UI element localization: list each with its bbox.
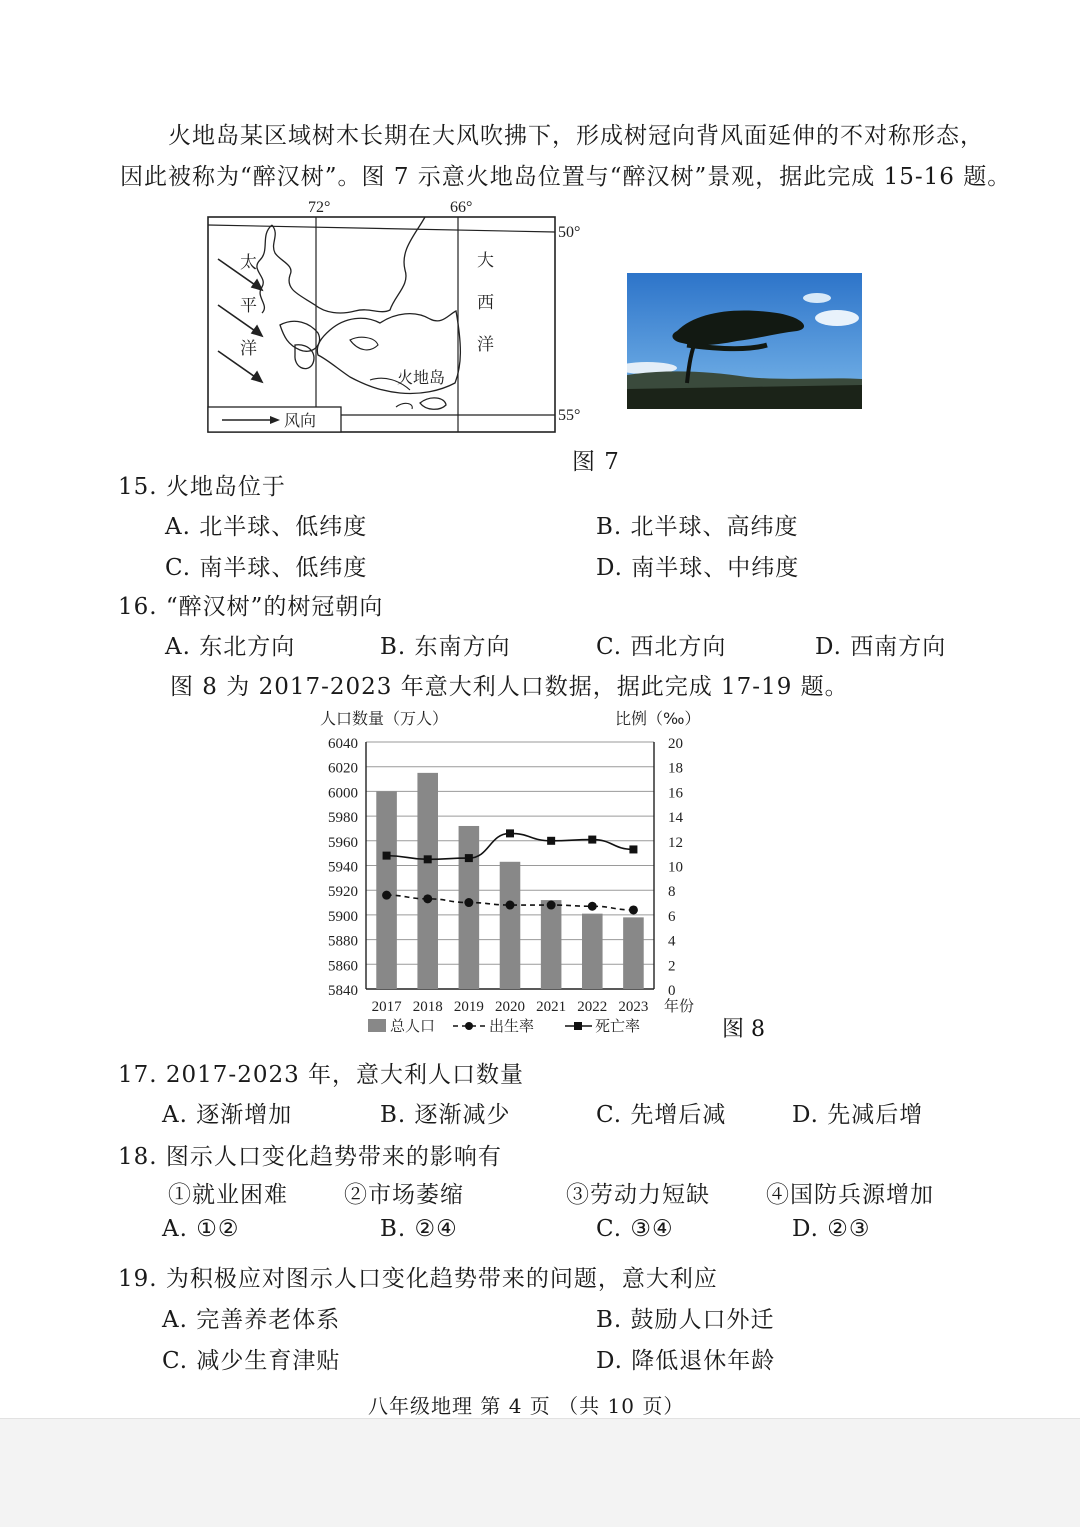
marker-series-birth-rate-2017 (382, 891, 391, 900)
x-tick-label-2018: 2018 (412, 999, 443, 1015)
figure-8-chart (310, 702, 790, 1047)
q18-item-1: ①就业困难 (168, 1182, 288, 1208)
page-footer: 八年级地理 第 4 页 （共 10 页） (368, 1394, 685, 1418)
q15-stem: 15. 火地岛位于 (118, 474, 286, 500)
q16-option-d: D. 西南方向 (815, 634, 947, 660)
y-left-tick-label: 5880 (328, 933, 358, 950)
bar-total-population-2019 (459, 826, 480, 989)
bar-total-population-2021 (541, 900, 562, 989)
y-left-tick-label: 6000 (328, 785, 358, 802)
figure-7-map (200, 195, 600, 440)
y-left-tick-label: 6020 (328, 760, 358, 777)
q18-stem: 18. 图示人口变化趋势带来的影响有 (118, 1144, 502, 1170)
legend-swatch-death-marker (574, 1022, 582, 1030)
x-tick-label-2021: 2021 (536, 999, 567, 1015)
q15-option-a: A. 北半球、低纬度 (165, 514, 368, 540)
q18-option-b: B. ②④ (380, 1216, 458, 1242)
x-axis-suffix: 年份 (664, 997, 695, 1015)
y-left-tick-label: 5900 (328, 908, 358, 925)
marker-series-birth-rate-2019 (464, 898, 473, 907)
figure-7-caption: 图 7 (572, 449, 620, 475)
q18-item-3: ③劳动力短缺 (566, 1182, 710, 1208)
legend-label-total: 总人口 (390, 1017, 436, 1035)
x-tick-label-2019: 2019 (453, 999, 484, 1015)
intro-line-2: 因此被称为“醉汉树”。图 7 示意火地岛位置与“醉汉树”景观，据此完成 15-16 题。 (120, 164, 1012, 190)
bar-total-population-2022 (582, 914, 603, 989)
bar-total-population-2023 (623, 917, 644, 989)
y-right-tick-label: 10 (668, 859, 683, 876)
y-left-tick-label: 5980 (328, 810, 358, 827)
q19-option-a: A. 完善养老体系 (162, 1307, 341, 1333)
pacific-label-3: 洋 (240, 339, 257, 359)
atlantic-label-2: 西 (477, 293, 494, 313)
q16-option-b: B. 东南方向 (380, 634, 511, 660)
marker-series-death-rate-2021 (547, 837, 555, 845)
y-right-tick-label: 8 (668, 884, 676, 901)
q17-option-a: A. 逐渐增加 (162, 1102, 293, 1128)
y-right-tick-label: 2 (668, 958, 676, 975)
q18-option-a: A. ①② (162, 1216, 240, 1242)
marker-series-death-rate-2017 (383, 852, 391, 860)
legend-swatch-total (368, 1019, 386, 1032)
q15-option-c: C. 南半球、低纬度 (165, 555, 368, 581)
q17-option-d: D. 先减后增 (792, 1102, 924, 1128)
q19-stem: 19. 为积极应对图示人口变化趋势带来的问题，意大利应 (118, 1266, 718, 1292)
intro-2: 图 8 为 2017-2023 年意大利人口数据，据此完成 17-19 题。 (170, 674, 849, 700)
y-right-tick-label: 16 (668, 785, 683, 802)
y-left-tick-label: 6040 (328, 736, 358, 752)
marker-series-death-rate-2023 (629, 845, 637, 853)
q17-option-b: B. 逐渐减少 (380, 1102, 511, 1128)
y-right-axis-title: 比例（‰） (615, 709, 701, 728)
pacific-label-2: 平 (240, 296, 257, 316)
atlantic-label-1: 大 (477, 251, 494, 271)
q15-option-b: B. 北半球、高纬度 (596, 514, 799, 540)
x-tick-label-2023: 2023 (618, 999, 649, 1015)
marker-series-birth-rate-2021 (547, 901, 556, 910)
y-left-tick-label: 5840 (328, 983, 358, 999)
lat-50-label: 50° (558, 224, 581, 241)
y-right-tick-label: 14 (668, 810, 683, 827)
q17-option-c: C. 先增后减 (596, 1102, 727, 1128)
q18-option-c: C. ③④ (596, 1216, 674, 1242)
q18-item-4: ④国防兵源增加 (766, 1182, 934, 1208)
q16-option-a: A. 东北方向 (165, 634, 296, 660)
island-label: 火地岛 (397, 368, 446, 387)
lon-72-label: 72° (308, 199, 331, 216)
q19-option-b: B. 鼓励人口外迁 (596, 1307, 775, 1333)
legend-label-birth: 出生率 (489, 1017, 535, 1035)
y-left-tick-label: 5920 (328, 884, 358, 901)
y-right-tick-label: 0 (668, 983, 676, 999)
q19-option-c: C. 减少生育津贴 (162, 1348, 341, 1374)
q18-option-d: D. ②③ (792, 1216, 871, 1242)
pacific-label-1: 太 (240, 253, 257, 273)
marker-series-death-rate-2019 (465, 854, 473, 862)
lat-55-label: 55° (558, 407, 581, 424)
marker-series-birth-rate-2022 (588, 902, 597, 911)
x-tick-label-2017: 2017 (371, 999, 402, 1015)
y-left-tick-label: 5940 (328, 859, 358, 876)
marker-series-birth-rate-2023 (629, 905, 638, 914)
y-left-tick-label: 5960 (328, 834, 358, 851)
q15-option-d: D. 南半球、中纬度 (596, 555, 800, 581)
marker-series-death-rate-2020 (506, 829, 514, 837)
wind-legend-label: 风向 (284, 411, 317, 430)
y-right-tick-label: 4 (668, 933, 676, 950)
y-right-tick-label: 18 (668, 760, 683, 777)
figure-8-caption: 图 8 (722, 1017, 765, 1042)
legend-label-death: 死亡率 (595, 1017, 641, 1035)
y-right-tick-label: 20 (668, 736, 683, 752)
intro-line-1: 火地岛某区域树木长期在大风吹拂下，形成树冠向背风面延伸的不对称形态， (168, 123, 984, 149)
q18-item-2: ②市场萎缩 (344, 1182, 464, 1208)
y-left-tick-label: 5860 (328, 958, 358, 975)
q16-option-c: C. 西北方向 (596, 634, 727, 660)
lon-66-label: 66° (450, 199, 473, 216)
q16-stem: 16. “醉汉树”的树冠朝向 (118, 594, 384, 620)
q19-option-d: D. 降低退休年龄 (596, 1348, 776, 1374)
bar-total-population-2018 (417, 773, 438, 989)
bar-total-population-2017 (376, 791, 397, 989)
marker-series-death-rate-2018 (424, 855, 432, 863)
atlantic-label-3: 洋 (477, 335, 494, 355)
marker-series-death-rate-2022 (588, 836, 596, 844)
page-bottom-band (0, 1418, 1080, 1527)
drunken-tree-photo (627, 273, 862, 409)
bar-total-population-2020 (500, 862, 521, 989)
q17-stem: 17. 2017-2023 年，意大利人口数量 (118, 1062, 525, 1088)
x-tick-label-2022: 2022 (577, 999, 608, 1015)
y-left-axis-title: 人口数量（万人） (320, 709, 449, 728)
y-right-tick-label: 6 (668, 908, 676, 925)
x-tick-label-2020: 2020 (495, 999, 525, 1015)
marker-series-birth-rate-2018 (423, 894, 432, 903)
y-right-tick-label: 12 (668, 834, 683, 851)
legend-swatch-birth-marker (465, 1022, 473, 1030)
marker-series-birth-rate-2020 (506, 901, 515, 910)
